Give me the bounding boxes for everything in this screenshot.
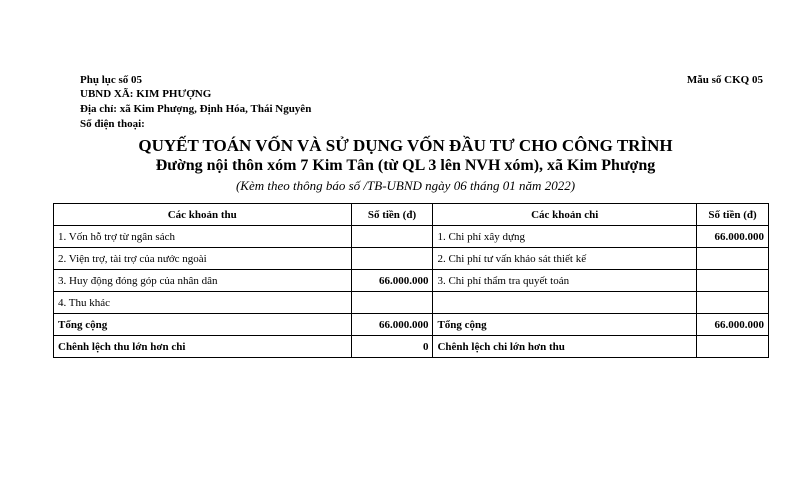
- expense-item: 1. Chi phí xây dựng: [433, 226, 697, 248]
- income-amount: [351, 292, 433, 314]
- header-expense-amount: Số tiền (đ): [697, 204, 769, 226]
- commune-committee: UBND XÃ: KIM PHƯỢNG: [80, 88, 212, 100]
- expense-item: 3. Chi phí thẩm tra quyết toán: [433, 270, 697, 292]
- income-amount: [351, 248, 433, 270]
- difference-row: [54, 336, 769, 358]
- attachment-note: (Kèm theo thông báo số /TB-UBND ngày 06 tháng 01 năm 2022): [235, 178, 576, 193]
- table-row: [54, 248, 769, 270]
- income-item: 4. Thu khác: [54, 292, 352, 314]
- income-surplus-label: Chênh lệch thu lớn hơn chi: [54, 336, 352, 358]
- header-income-amount: Số tiền (đ): [351, 204, 433, 226]
- expense-amount: [697, 248, 769, 270]
- expense-surplus-amount: [697, 336, 769, 358]
- income-surplus-amount: 0: [351, 336, 433, 358]
- expense-surplus-label: Chênh lệch chi lớn hơn thu: [433, 336, 697, 358]
- table-row: [54, 292, 769, 314]
- expense-amount: [697, 270, 769, 292]
- table-row: [54, 270, 769, 292]
- income-amount: [351, 226, 433, 248]
- income-item: 1. Vốn hỗ trợ từ ngân sách: [54, 226, 352, 248]
- total-row: [54, 314, 769, 336]
- income-item: 3. Huy động đóng góp của nhân dân: [54, 270, 352, 292]
- total-expense-label: Tổng cộng: [433, 314, 697, 336]
- header-income: Các khoản thu: [54, 204, 352, 226]
- phone-line: Số điện thoại:: [80, 118, 145, 130]
- expense-amount: 66.000.000: [697, 226, 769, 248]
- document-title: QUYẾT TOÁN VỐN VÀ SỬ DỤNG VỐN ĐẦU TƯ CHO CÔNG TRÌNH: [138, 136, 673, 155]
- appendix-label: Phụ lục số 05: [80, 74, 143, 86]
- address-line: Địa chỉ: xã Kim Phượng, Định Hóa, Thái Nguyên: [80, 103, 312, 115]
- document-subtitle: Đường nội thôn xóm 7 Kim Tân (từ QL 3 lên NVH xóm), xã Kim Phượng: [155, 157, 656, 174]
- form-number: Mẫu số CKQ 05: [686, 74, 763, 86]
- expense-amount: [697, 292, 769, 314]
- total-income-label: Tổng cộng: [54, 314, 352, 336]
- income-item: 2. Viện trợ, tài trợ của nước ngoài: [54, 248, 352, 270]
- table-header-row: [54, 204, 769, 226]
- expense-item: [433, 292, 697, 314]
- expense-item: 2. Chi phí tư vấn khảo sát thiết kế: [433, 248, 697, 270]
- total-expense-amount: 66.000.000: [697, 314, 769, 336]
- total-income-amount: 66.000.000: [351, 314, 433, 336]
- table-row: [54, 226, 769, 248]
- settlement-table: [53, 203, 769, 358]
- header-expense: Các khoản chi: [433, 204, 697, 226]
- income-amount: 66.000.000: [351, 270, 433, 292]
